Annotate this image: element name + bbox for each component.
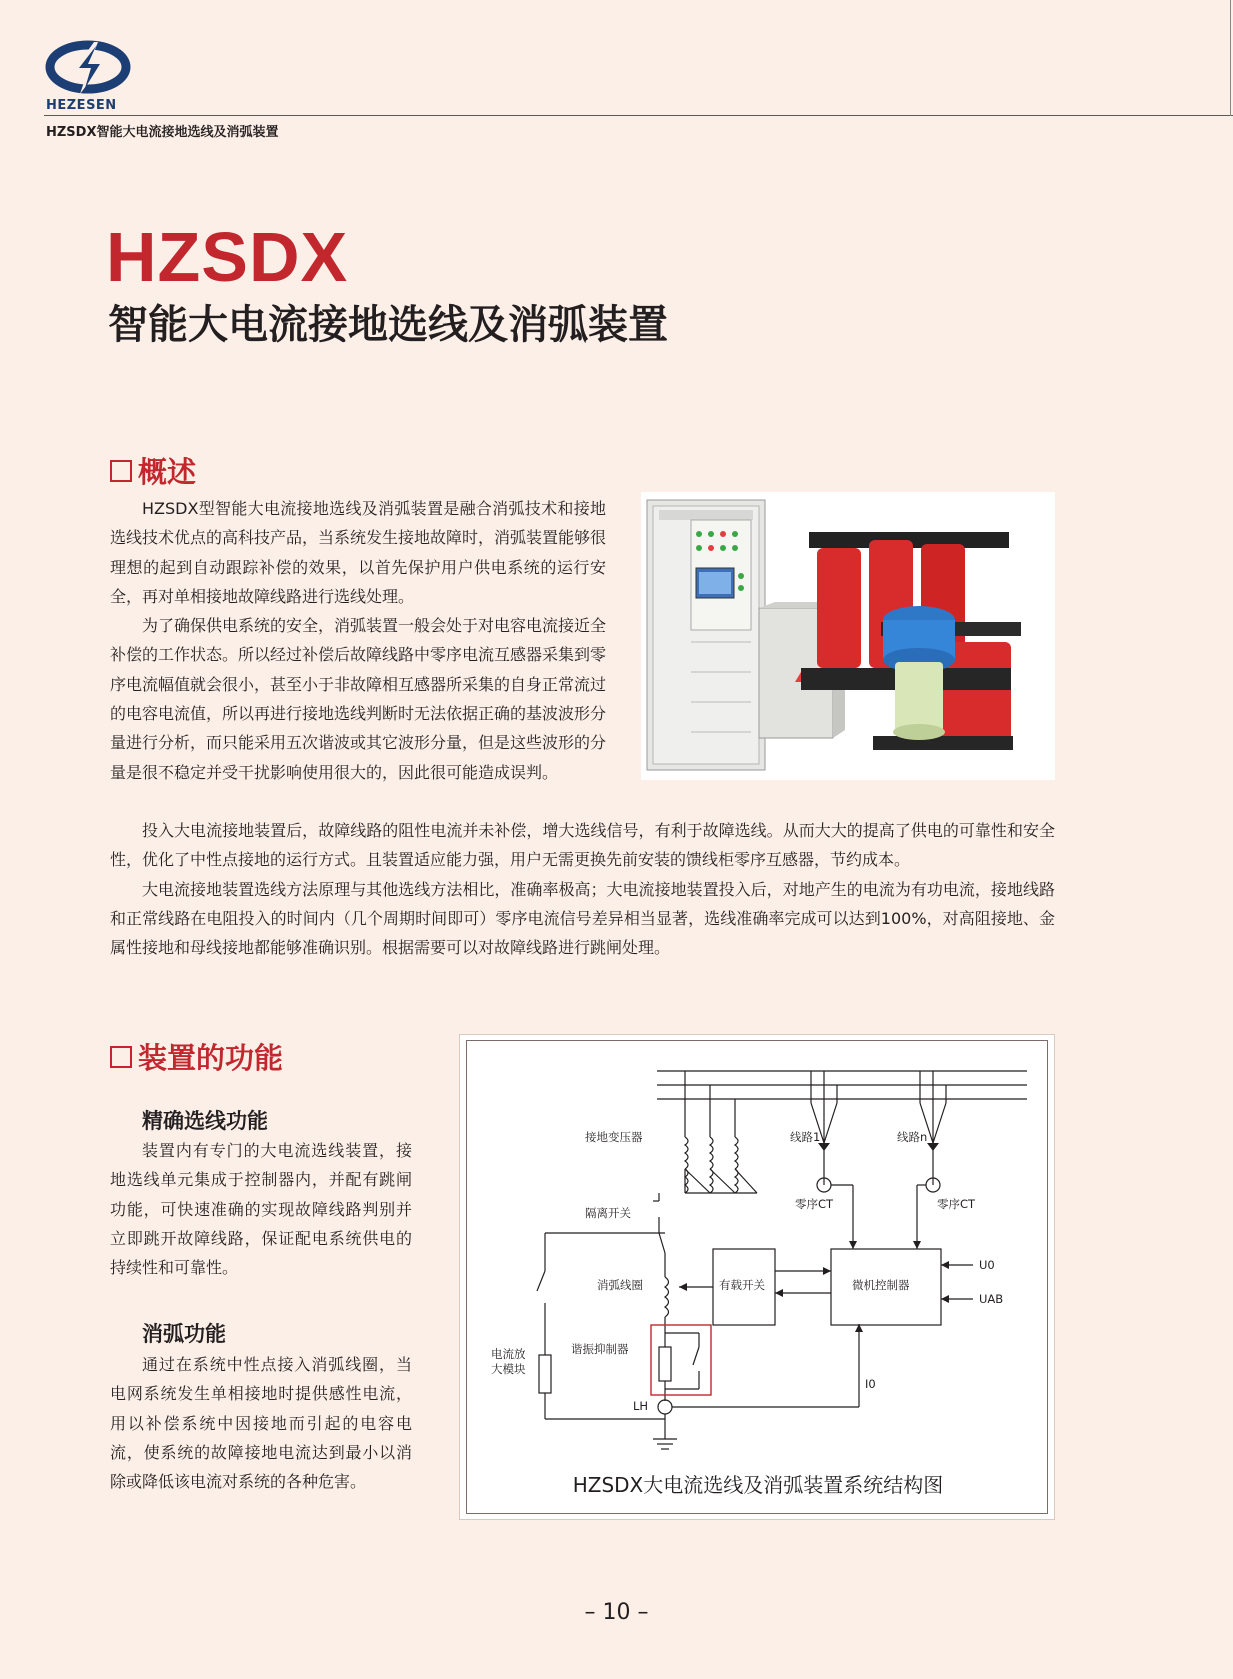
checkbox-square-icon bbox=[110, 460, 132, 482]
function-1-text: 装置内有专门的大电流选线装置，接地选线单元集成于控制器内，并配有跳闸功能，可快速准确的实现故障线路判别并立即跳开故障线路，保证配电系统供电的持续性和可靠性。 bbox=[110, 1141, 412, 1278]
overview-heading bbox=[110, 450, 196, 491]
overview-left-column bbox=[110, 494, 606, 787]
function-2-title: 消弧功能 bbox=[142, 1322, 226, 1346]
label-line-1: 线路1 bbox=[790, 1130, 821, 1144]
label-zero-seq-ct-1: 零序CT bbox=[795, 1197, 834, 1211]
diagram-border bbox=[466, 1040, 1048, 1514]
product-photo bbox=[641, 492, 1055, 780]
functions-heading bbox=[110, 1036, 283, 1077]
label-tap-switch: 有载开关 bbox=[719, 1278, 765, 1292]
system-structure-diagram bbox=[460, 1035, 1054, 1519]
overview-full-width bbox=[110, 816, 1055, 962]
function-1-title: 精确选线功能 bbox=[142, 1109, 268, 1133]
label-grounding-transformer: 接地变压器 bbox=[585, 1130, 643, 1144]
overview-paragraph-3: 投入大电流接地装置后，故障线路的阻性电流并未补偿，增大选线信号，有利于故障选线。从而大大的提高了供电的可靠性和安全性，优化了中性点接地的运行方式。且装置适应能力强，用户无需更换先前安装的馈线柜零序互感器，节约成本。 bbox=[110, 821, 1055, 870]
function-2-text: 通过在系统中性点接入消弧线圈，当电网系统发生单相接地时提供感性电流，用以补偿系统中因接地而引起的电容电流，使系统的故障接地电流达到最小以消除或降低该电流对系统的各种危害。 bbox=[110, 1355, 412, 1492]
diagram-caption: HZSDX大电流选线及消弧装置系统结构图 bbox=[572, 1473, 944, 1497]
brand-name: HEZESEN bbox=[46, 98, 117, 113]
label-line-n: 线路n bbox=[897, 1130, 928, 1144]
label-current-amplifier: 电流放大模块 bbox=[491, 1347, 526, 1376]
label-arc-coil: 消弧线圈 bbox=[597, 1278, 643, 1292]
overview-paragraph-4: 大电流接地装置选线方法原理与其他选线方法相比，准确率极高；大电流接地装置投入后，对地产生的电流为有功电流，接地线路和正常线路在电阻投入的时间内（几个周期时间即可）零序电流信号差异相当显著，选线准确率完成可以达到100%，对高阻接地、金属性接地和母线接地都能够准确识别。根据需要可以对故障线路进行跳闸处理。 bbox=[110, 879, 1055, 958]
label-controller: 微机控制器 bbox=[852, 1278, 910, 1292]
header-corner-line bbox=[1230, 0, 1231, 116]
overview-heading-text: 概述 bbox=[138, 455, 197, 489]
product-name-title: 智能大电流接地选线及消弧装置 bbox=[108, 302, 668, 348]
overview-paragraph-1: HZSDX型智能大电流接地选线及消弧装置是融合消弧技术和接地选线技术优点的高科技产品，当系统发生接地故障时，消弧装置能够很理想的起到自动跟踪补偿的效果，以首先保护用户供电系统的运行安全，再对单相接地故障线路进行选线处理。 bbox=[110, 499, 607, 606]
label-resonance-suppressor: 谐振抑制器 bbox=[571, 1342, 629, 1356]
label-uab: UAB bbox=[979, 1292, 1004, 1306]
overview-paragraph-2: 为了确保供电系统的安全，消弧装置一般会处于对电容电流接近全补偿的工作状态。所以经过补偿后故障线路中零序电流互感器采集到零序电流幅值就会很小，甚至小于非故障相互感器所采集的自身正常流过的电容电流值，所以再进行接地选线判断时无法依据正确的基波波形分量进行分析，而只能采用五次谐波或其它波形分量，但是这些波形的分量是很不稳定并受干扰影响使用很大的，因此很可能造成误判。 bbox=[110, 616, 607, 782]
label-u0: U0 bbox=[979, 1258, 995, 1272]
header-divider bbox=[44, 115, 1233, 116]
product-model-title: HZSDX bbox=[106, 218, 349, 296]
equipment-illustration bbox=[641, 492, 1055, 780]
functions-heading-text: 装置的功能 bbox=[138, 1041, 284, 1075]
hezesen-logo-icon bbox=[44, 38, 132, 96]
label-i0: I0 bbox=[865, 1377, 876, 1391]
label-zero-seq-ct-n: 零序CT bbox=[937, 1197, 976, 1211]
checkbox-square-icon bbox=[110, 1046, 132, 1068]
label-isolator-switch: 隔离开关 bbox=[585, 1206, 631, 1220]
label-lh: LH bbox=[633, 1399, 649, 1413]
header-subtitle: HZSDX智能大电流接地选线及消弧装置 bbox=[46, 125, 279, 140]
page-number: – 10 – bbox=[584, 1600, 649, 1625]
